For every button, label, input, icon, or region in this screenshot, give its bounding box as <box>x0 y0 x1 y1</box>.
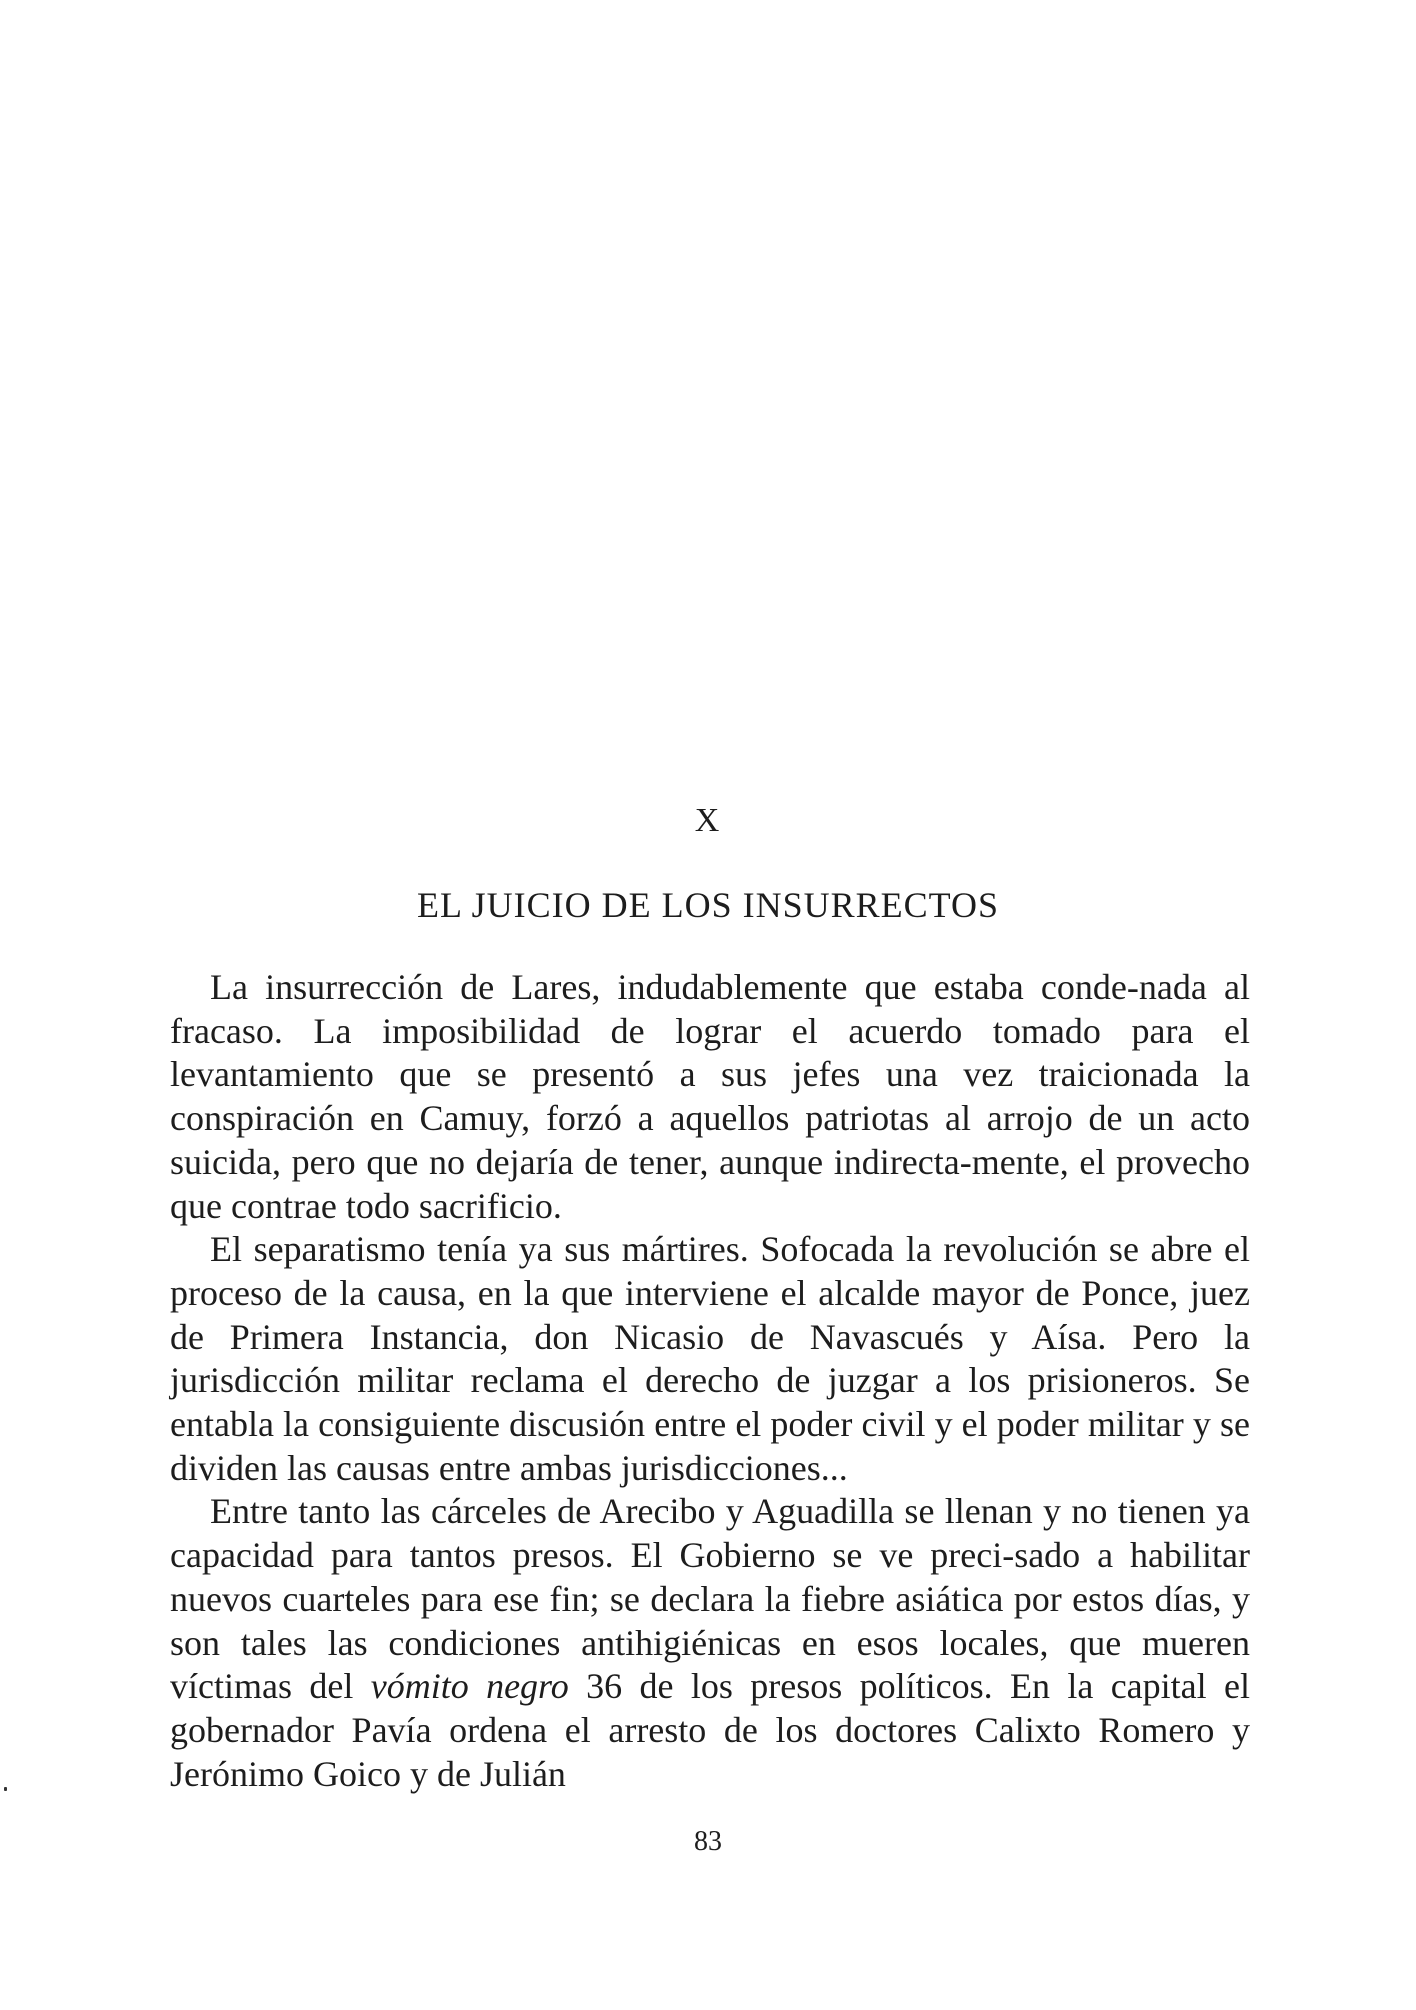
page-number: 83 <box>694 1826 722 1857</box>
scan-speck <box>4 1787 7 1791</box>
paragraph <box>170 1490 1250 1796</box>
paragraph-text: El separatismo tenía ya sus mártires. Sofocada la revolución se abre el proceso de la causa, en la que interviene el alcalde mayor de Ponce, juez de Primera Instancia, don Nicasio de Navascués y Aísa. Pero la jurisdicción militar reclama el derecho de juzgar a los prisioneros. Se entabla la consiguiente discusión entre el poder civil y el poder militar y se dividen las causas entre ambas jurisdicciones... <box>170 1229 1250 1488</box>
paragraph-text: 36 de los presos políticos. En la capital el gobernador Pavía ordena el arresto de los doctores Calixto Romero y Jerónimo Goico y de Julián <box>170 1666 1250 1794</box>
paragraph-text: Entre tanto las cárceles de Arecibo y Aguadilla se llenan y no tienen ya capacidad para tantos presos. El Gobierno se ve preci-sado a habilitar nuevos cuarteles para ese fin; se declara la fiebre asiática por estos días, y son tales las condiciones antihigiénicas en esos locales, que mueren víctimas del <box>170 1491 1250 1707</box>
chapter-number: X <box>694 802 722 839</box>
paragraph-text: La insurrección de Lares, indudablemente que estaba conde-nada al fracaso. La imposibilidad de lograr el acuerdo tomado para el levantamiento que se presentó a sus jefes una vez traicionada la conspiración en Camuy, forzó a aquellos patriotas al arrojo de un acto suicida, pero que no dejaría de tener, aunque indirecta-mente, el provecho que contrae todo sacrificio. <box>170 967 1250 1226</box>
chapter-title: EL JUICIO DE LOS INSURRECTOS <box>416 885 1000 925</box>
paragraph <box>170 966 1250 1228</box>
italic-phrase: vómito negro <box>370 1666 569 1707</box>
body-text <box>170 966 1250 1796</box>
paragraph <box>170 1228 1250 1490</box>
